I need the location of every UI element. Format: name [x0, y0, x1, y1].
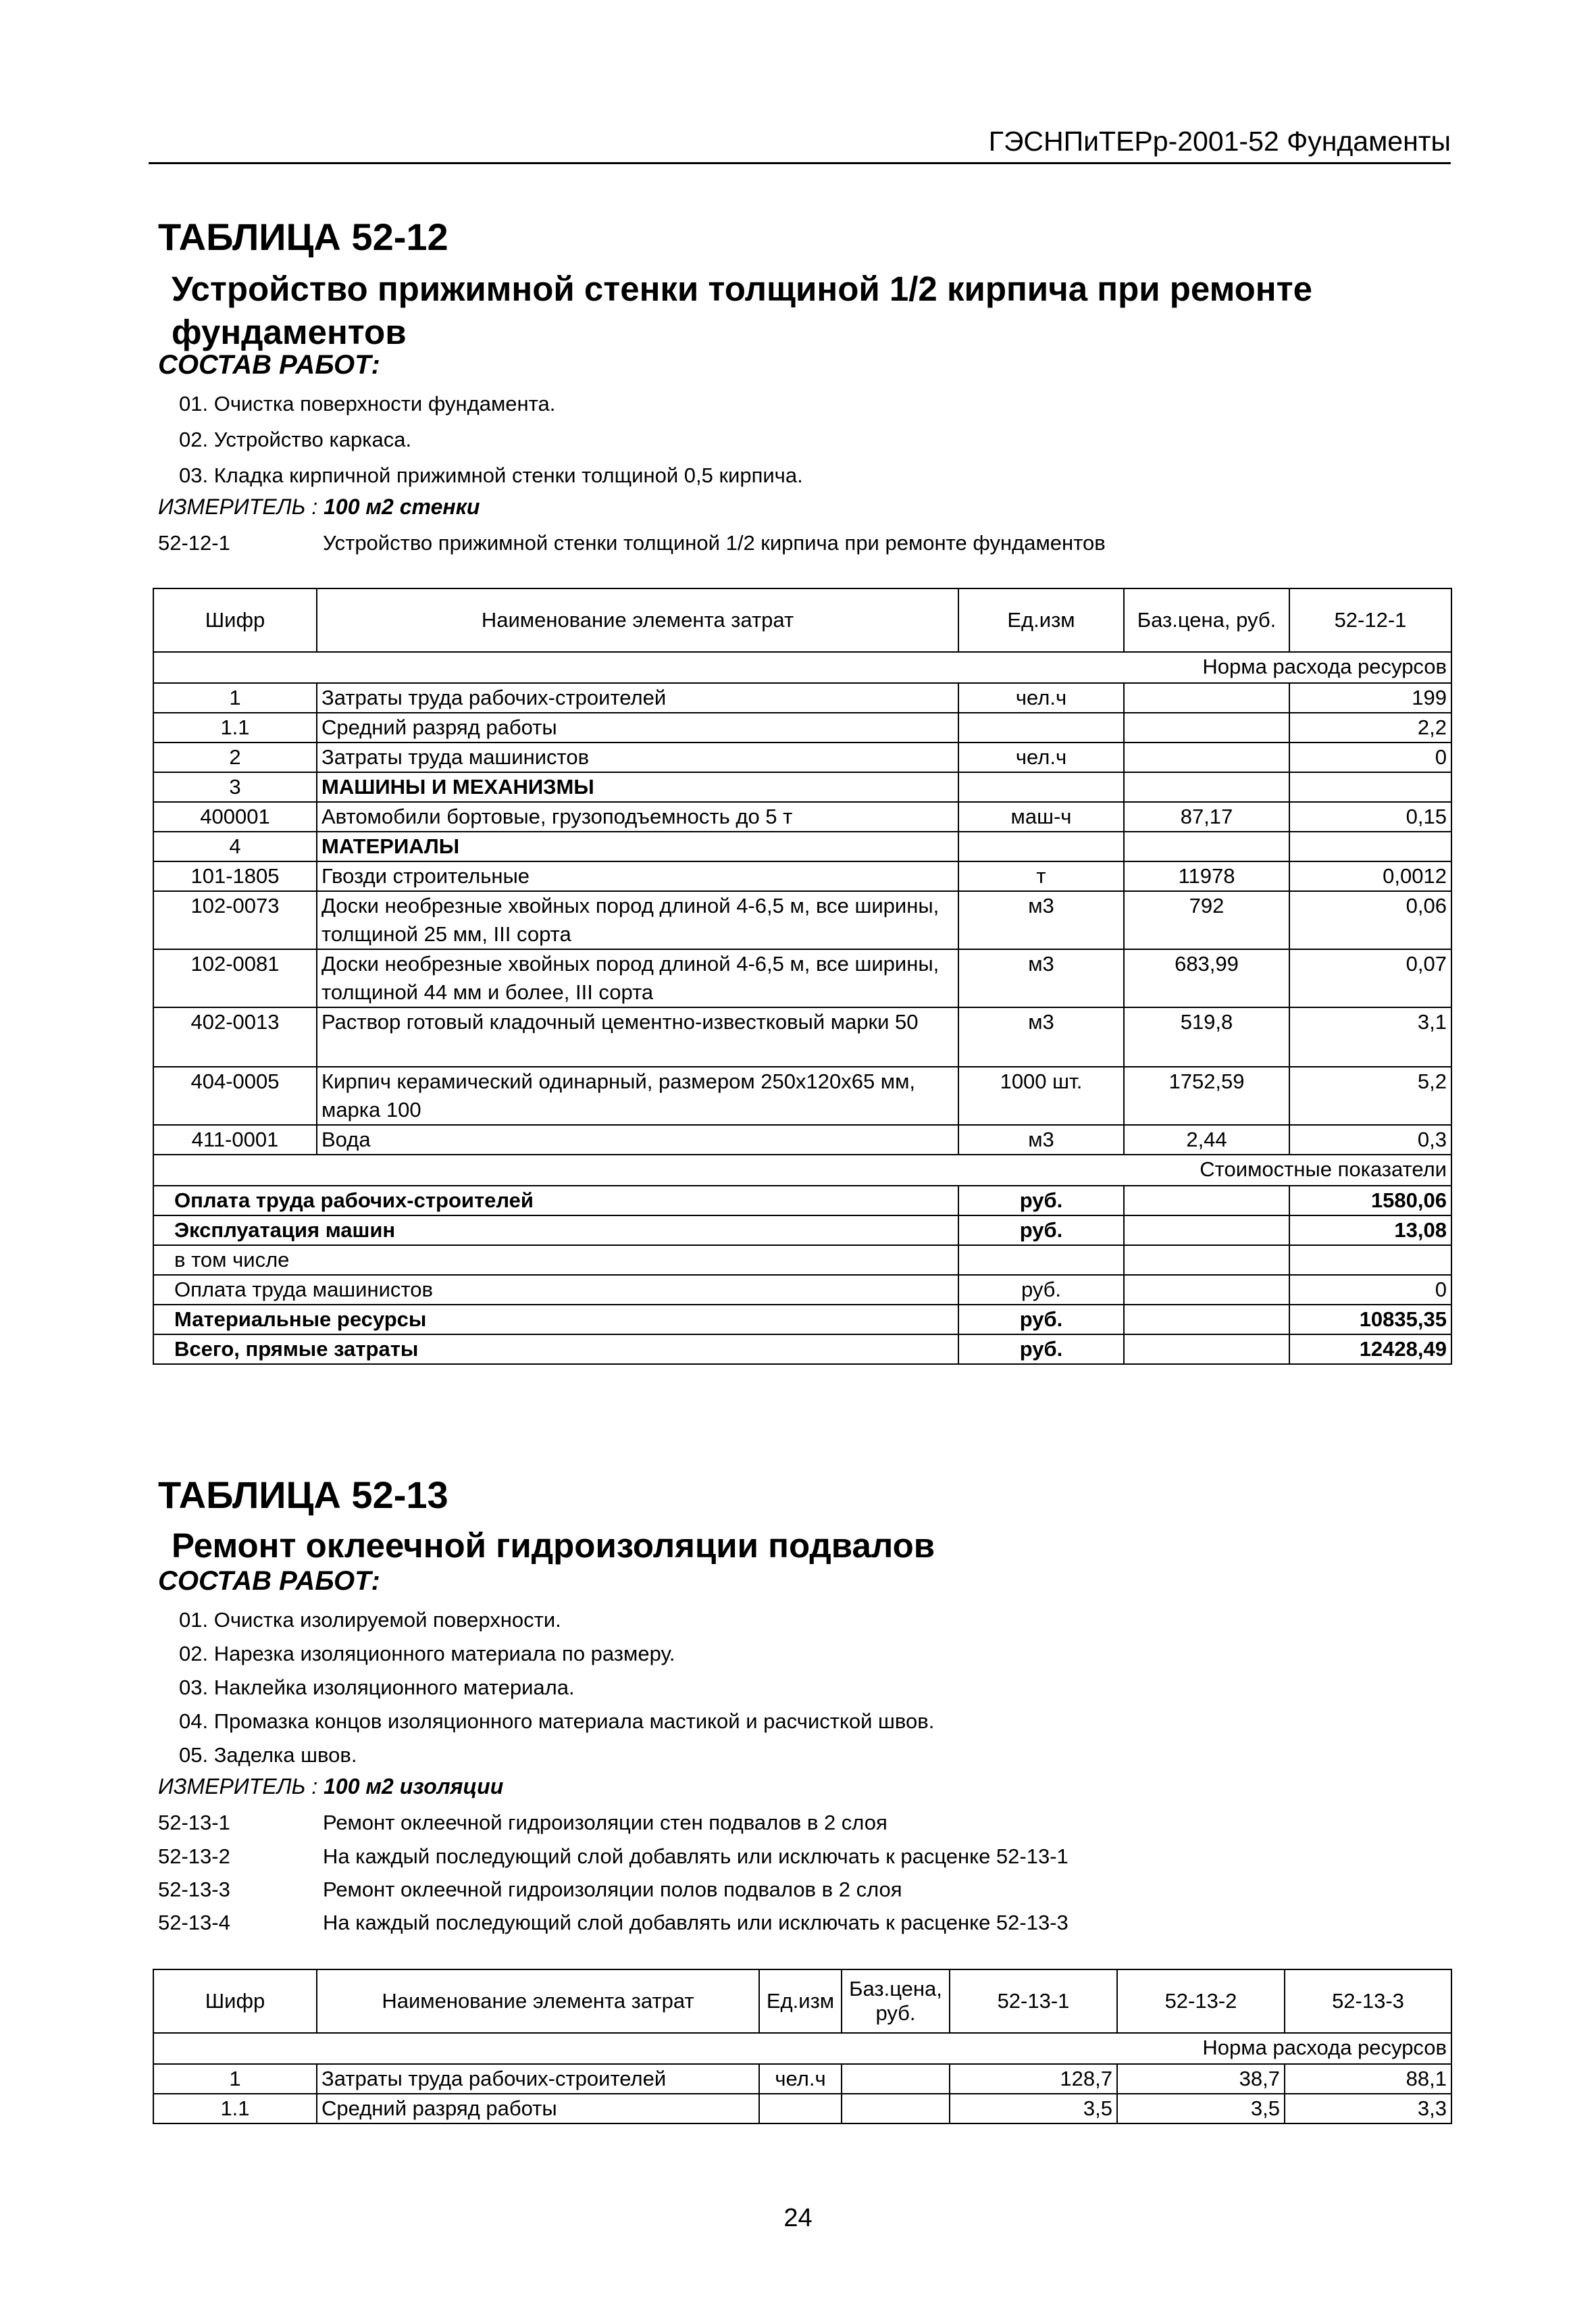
cell-name: Доски необрезные хвойных пород длиной 4-6,5 м, все ширины, толщиной 44 мм и более, III сорта	[317, 949, 958, 1007]
header-col-2: 52-13-2	[1117, 1969, 1285, 2033]
cell-cipher: 404-0005	[153, 1067, 317, 1125]
cell-price: 87,17	[1124, 802, 1289, 832]
cell-unit	[958, 832, 1124, 861]
cell-value-3: 88,1	[1285, 2064, 1451, 2094]
work-item: 03. Кладка кирпичной прижимной стенки толщиной 0,5 кирпича.	[179, 463, 803, 487]
table-row	[153, 683, 1451, 713]
cell-price: 11978	[1124, 861, 1289, 891]
cell-name: МАТЕРИАЛЫ	[317, 832, 958, 861]
cell-unit	[958, 1245, 1124, 1275]
norm-label: Норма расхода ресурсов	[153, 2033, 1451, 2064]
measure-value: 100 м2 стенки	[324, 495, 480, 519]
header-name: Наименование элемента затрат	[317, 588, 958, 652]
cell-unit: чел.ч	[958, 743, 1124, 772]
cell-value: 5,2	[1289, 1067, 1451, 1125]
cell-price: 1752,59	[1124, 1067, 1289, 1125]
table-row	[153, 772, 1451, 802]
code-row	[0, 1878, 1596, 1905]
code: 52-13-3	[158, 1878, 230, 1901]
cell-name: Оплата труда рабочих-строителей	[153, 1186, 958, 1215]
cell-name: Эксплуатация машин	[153, 1215, 958, 1245]
cell-name: в том числе	[153, 1245, 958, 1275]
measure-line	[158, 1774, 503, 1799]
cell-price	[1124, 832, 1289, 861]
header-unit: Ед.изм	[958, 588, 1124, 652]
cell-value: 10835,35	[1289, 1305, 1451, 1334]
cell-name: Затраты труда рабочих-строителей	[317, 2064, 759, 2094]
cost-row	[153, 1186, 1451, 1215]
cell-cipher: 1	[153, 2064, 317, 2094]
cell-price: 792	[1124, 891, 1289, 949]
cost-label-row	[153, 1155, 1451, 1186]
cell-value	[1289, 772, 1451, 802]
cell-name: Гвозди строительные	[317, 861, 958, 891]
norm-row	[153, 2033, 1451, 2064]
cell-value-1: 3,5	[950, 2094, 1117, 2123]
cell-value-2: 3,5	[1117, 2094, 1285, 2123]
measure-label: ИЗМЕРИТЕЛЬ :	[158, 495, 318, 519]
cell-value: 0,0012	[1289, 861, 1451, 891]
cell-price	[1124, 1186, 1289, 1215]
cell-price	[1124, 772, 1289, 802]
cell-unit: руб.	[958, 1275, 1124, 1305]
work-item: 02. Устройство каркаса.	[179, 428, 412, 451]
cost-row	[153, 1305, 1451, 1334]
running-head: ГЭСНПиТЕРр-2001-52 Фундаменты	[988, 126, 1451, 157]
table-row	[153, 2094, 1451, 2123]
work-item: 03. Наклейка изоляционного материала.	[179, 1676, 575, 1699]
norm-row	[153, 652, 1451, 683]
cost-row	[153, 1215, 1451, 1245]
cell-unit: м3	[958, 1007, 1124, 1067]
header-rule	[149, 162, 1451, 164]
cell-price	[1124, 1334, 1289, 1364]
header-col-1: 52-13-1	[950, 1969, 1117, 2033]
cell-unit: т	[958, 861, 1124, 891]
cell-cipher: 1.1	[153, 2094, 317, 2123]
cell-unit: чел.ч	[958, 683, 1124, 713]
table-row	[153, 1125, 1451, 1155]
table-row	[153, 861, 1451, 891]
cell-name: Оплата труда машинистов	[153, 1275, 958, 1305]
table-52-13	[153, 1969, 1452, 2124]
cell-price: 519,8	[1124, 1007, 1289, 1067]
header-unit: Ед.изм	[759, 1969, 842, 2033]
cell-cipher: 101-1805	[153, 861, 317, 891]
table-row	[153, 1067, 1451, 1125]
cell-unit: руб.	[958, 1305, 1124, 1334]
work-item: 04. Промазка концов изоляционного материала мастикой и расчисткой швов.	[179, 1709, 935, 1733]
cell-value: 0,07	[1289, 949, 1451, 1007]
cell-price	[1124, 1245, 1289, 1275]
cost-row	[153, 1334, 1451, 1364]
table-row	[153, 713, 1451, 743]
header-price: Баз.цена, руб.	[842, 1969, 950, 2033]
code-row	[0, 1844, 1596, 1871]
table-row	[153, 949, 1451, 1007]
work-item: 05. Заделка швов.	[179, 1743, 357, 1767]
cell-price	[1124, 713, 1289, 743]
cell-cipher: 102-0073	[153, 891, 317, 949]
cell-unit: чел.ч	[759, 2064, 842, 2094]
cell-name: Всего, прямые затраты	[153, 1334, 958, 1364]
cell-value: 199	[1289, 683, 1451, 713]
header-row	[153, 588, 1451, 652]
code-text: На каждый последующий слой добавлять или исключать к расценке 52-13-3	[323, 1911, 1069, 1934]
cell-cipher: 3	[153, 772, 317, 802]
cell-name: Материальные ресурсы	[153, 1305, 958, 1334]
measure-label: ИЗМЕРИТЕЛЬ :	[158, 1774, 318, 1799]
table-row	[153, 743, 1451, 772]
code-text: Ремонт оклеечной гидроизоляции полов подвалов в 2 слоя	[323, 1878, 902, 1901]
cell-cipher: 4	[153, 832, 317, 861]
table-row	[153, 2064, 1451, 2094]
cell-price	[1124, 1275, 1289, 1305]
cell-price	[842, 2094, 950, 2123]
cell-price	[1124, 1215, 1289, 1245]
cell-value: 0,3	[1289, 1125, 1451, 1155]
cell-unit: м3	[958, 949, 1124, 1007]
cell-cipher: 1	[153, 683, 317, 713]
cell-value-1: 128,7	[950, 2064, 1117, 2094]
cost-row	[153, 1275, 1451, 1305]
header-col: 52-12-1	[1289, 588, 1451, 652]
cell-name: Автомобили бортовые, грузоподъемность до 5 т	[317, 802, 958, 832]
cell-price	[1124, 743, 1289, 772]
code: 52-13-4	[158, 1911, 230, 1934]
code-text: Ремонт оклеечной гидроизоляции стен подвалов в 2 слоя	[323, 1811, 887, 1834]
works-label: СОСТАВ РАБОТ:	[158, 350, 380, 380]
code-text: Устройство прижимной стенки толщиной 1/2 кирпича при ремонте фундаментов	[323, 531, 1106, 555]
cell-unit	[759, 2094, 842, 2123]
cell-value: 3,1	[1289, 1007, 1451, 1067]
page-number: 24	[783, 2204, 813, 2232]
measure-line	[158, 495, 480, 520]
cell-unit: маш-ч	[958, 802, 1124, 832]
cell-unit	[958, 713, 1124, 743]
cell-price	[1124, 683, 1289, 713]
cell-unit	[958, 772, 1124, 802]
header-price: Баз.цена, руб.	[1124, 588, 1289, 652]
table-52-12-title: Устройство прижимной стенки толщиной 1/2 кирпича при ремонте фундаментов	[172, 270, 1312, 351]
cell-cipher: 411-0001	[153, 1125, 317, 1155]
cell-name: Средний разряд работы	[317, 2094, 759, 2123]
header-col-3: 52-13-3	[1285, 1969, 1451, 2033]
cell-value	[1289, 1245, 1451, 1275]
cell-cipher: 2	[153, 743, 317, 772]
cost-label: Стоимостные показатели	[153, 1155, 1451, 1186]
table-52-13-title: Ремонт оклеечной гидроизоляции подвалов	[172, 1526, 935, 1565]
cost-row	[153, 1245, 1451, 1275]
cell-price: 683,99	[1124, 949, 1289, 1007]
code: 52-13-1	[158, 1811, 230, 1834]
norm-label: Норма расхода ресурсов	[153, 652, 1451, 683]
code: 52-13-2	[158, 1844, 230, 1868]
cell-cipher: 1.1	[153, 713, 317, 743]
measure-value: 100 м2 изоляции	[324, 1774, 504, 1799]
cell-name: Кирпич керамический одинарный, размером 250х120х65 мм, марка 100	[317, 1067, 958, 1125]
code: 52-12-1	[158, 531, 230, 555]
header-cipher: Шифр	[153, 1969, 317, 2033]
cell-cipher: 102-0081	[153, 949, 317, 1007]
code-row	[0, 1911, 1596, 1938]
cell-cipher: 400001	[153, 802, 317, 832]
cell-value: 0,06	[1289, 891, 1451, 949]
header-name: Наименование элемента затрат	[317, 1969, 759, 2033]
header-row	[153, 1969, 1451, 2033]
cell-name: Раствор готовый кладочный цементно-известковый марки 50	[317, 1007, 958, 1067]
code-row	[0, 531, 1596, 558]
cell-name: Доски необрезные хвойных пород длиной 4-6,5 м, все ширины, толщиной 25 мм, III сорта	[317, 891, 958, 949]
cell-value: 0,15	[1289, 802, 1451, 832]
cell-value: 13,08	[1289, 1215, 1451, 1245]
cell-unit: руб.	[958, 1215, 1124, 1245]
cell-cipher: 402-0013	[153, 1007, 317, 1067]
cell-price	[842, 2064, 950, 2094]
cell-name: Затраты труда рабочих-строителей	[317, 683, 958, 713]
cell-price: 2,44	[1124, 1125, 1289, 1155]
table-52-13-label: ТАБЛИЦА 52-13	[158, 1474, 448, 1516]
cell-value: 0	[1289, 743, 1451, 772]
cell-value: 0	[1289, 1275, 1451, 1305]
cell-name: МАШИНЫ И МЕХАНИЗМЫ	[317, 772, 958, 802]
cell-unit: м3	[958, 1125, 1124, 1155]
table-52-12	[153, 588, 1452, 1365]
cell-value	[1289, 832, 1451, 861]
table-row	[153, 832, 1451, 861]
cell-name: Средний разряд работы	[317, 713, 958, 743]
cell-name: Вода	[317, 1125, 958, 1155]
table-52-12-label: ТАБЛИЦА 52-12	[158, 216, 448, 258]
cell-value: 2,2	[1289, 713, 1451, 743]
cell-unit: 1000 шт.	[958, 1067, 1124, 1125]
cell-unit: руб.	[958, 1334, 1124, 1364]
code-text: На каждый последующий слой добавлять или исключать к расценке 52-13-1	[323, 1844, 1069, 1868]
table-row	[153, 802, 1451, 832]
work-item: 01. Очистка изолируемой поверхности.	[179, 1608, 561, 1632]
cell-value-3: 3,3	[1285, 2094, 1451, 2123]
cell-value: 1580,06	[1289, 1186, 1451, 1215]
cell-value: 12428,49	[1289, 1334, 1451, 1364]
work-item: 01. Очистка поверхности фундамента.	[179, 392, 556, 416]
cell-price	[1124, 1305, 1289, 1334]
table-row	[153, 1007, 1451, 1067]
header-cipher: Шифр	[153, 588, 317, 652]
cell-unit: м3	[958, 891, 1124, 949]
cell-value-2: 38,7	[1117, 2064, 1285, 2094]
works-label: СОСТАВ РАБОТ:	[158, 1566, 380, 1596]
code-row	[0, 1811, 1596, 1838]
cell-unit: руб.	[958, 1186, 1124, 1215]
cell-name: Затраты труда машинистов	[317, 743, 958, 772]
table-row	[153, 891, 1451, 949]
work-item: 02. Нарезка изоляционного материала по размеру.	[179, 1642, 675, 1665]
